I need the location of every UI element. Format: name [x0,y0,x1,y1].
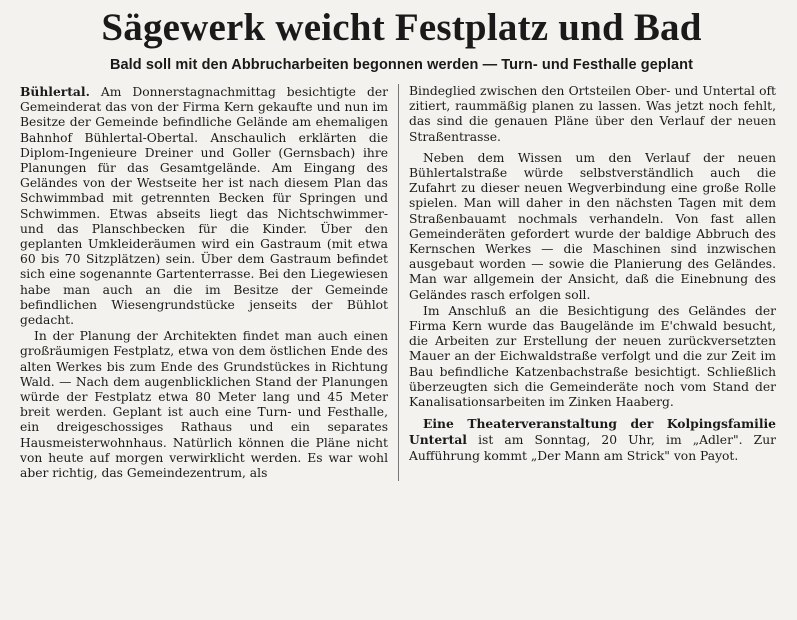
paragraph-4: Neben dem Wissen um den Verlauf der neuen Bühlertalstraße würde selbstverständlich auch die Zufahrt zu dieser neuen Wegverbindung eine große Rolle spielen. Man will daher in den nächsten Tagen mit dem Straßenbauamt nochmals verhandeln. Von fast allen Gemeinderäten gefordert wurde der baldige Abbruch des Kernschen Werkes — die Maschinen sind inzwischen ausgebaut worden — sowie die Planierung des Geländes. Man war allgemein der Ansicht, daß die Einebnung des Geländes rasch erfolgen soll. [409,150,776,302]
event-notice [409,416,776,464]
event-lead: Eine Theaterveranstaltung der Kolpingsfamilie Untertal [409,416,776,448]
paragraph-5: Im Anschluß an die Besichtigung des Geländes der Firma Kern wurde das Baugelände im E'chwald besucht, die Arbeiten zur Erstellung der neuen zurückversetzten Mauer an der Eichwaldstraße verfolgt und die zur Zeit im Bau befindliche Katzenbachstraße besichtigt. Schließlich überzeugten sich die Gemeinderäte noch vom Stand der Kanalisationsarbeiten im Zinken Haaberg. [409,303,776,410]
paragraph-3: Bindeglied zwischen den Ortsteilen Ober- und Untertal oft zitiert, raummäßig planen zu lassen. Was jetzt noch fehlt, das sind die genauen Pläne über den Verlauf der neuen Straßentrasse. [409,84,776,144]
paragraph-2: In der Planung der Architekten findet man auch einen großräumigen Festplatz, etwa von dem östlichen Ende des alten Werkes bis zum Ende des Grundstückes in Richtung Wald. — Nach dem augenblicklichen Stand der Planungen würde der Festplatz etwa 80 Meter lang und 45 Meter breit werden. Geplant ist auch eine Turn- und Festhalle, ein dreigeschossiges Rathaus und ein separates Hausmeisterwohnhaus. Natürlich können die Pläne nicht von heute auf morgen verwirklicht werden. Es war wohl aber richtig, das Gemeindezentrum, als [20,329,388,481]
left-column [20,84,398,481]
paragraph-1-text: Am Donnerstagnachmittag besichtigte der Gemeinderat das von der Firma Kern gekaufte und nun im Besitze der Gemeinde befindliche Gelände am ehemaligen Bahnhof Bühlertal-Obertal. Anschaulich erklärten die Diplom-Ingenieure Dreiner und Goller (Gernsbach) ihre Planungen für das Gesamtgelände. Am Eingang des Geländes von der Westseite her ist nach diesem Plan das Schwimmbad mit getrennten Becken für Springen und Schwimmen. Etwas abseits liegt das Nichtschwimmer- und das Planschbecken für die Kinder. Über den geplanten Umkleideräumen wird ein Gastraum (mit etwa 60 bis 70 Sitzplätzen) sein. Über dem Gastraum befindet sich eine sogenannte Gartenterrasse. Bei den Liegewiesen habe man auch an die im Besitze der Gemeinde befindlichen Wiesengrundstücke jenseits der Bühlot gedacht. [20,85,388,328]
article-columns [20,84,783,481]
event-text: ist am Sonntag, 20 Uhr, im „Adler". Zur Aufführung kommt „Der Mann am Strick" von Payot. [409,433,776,463]
paragraph-1 [20,84,388,328]
subheadline: Bald soll mit den Abbrucharbeiten begonnen werden — Turn- und Festhalle geplant [109,57,694,73]
right-column [398,84,776,481]
dateline: Bühlertal. [20,84,90,99]
headline: Sägewerk weicht Festplatz und Bad [101,6,702,49]
